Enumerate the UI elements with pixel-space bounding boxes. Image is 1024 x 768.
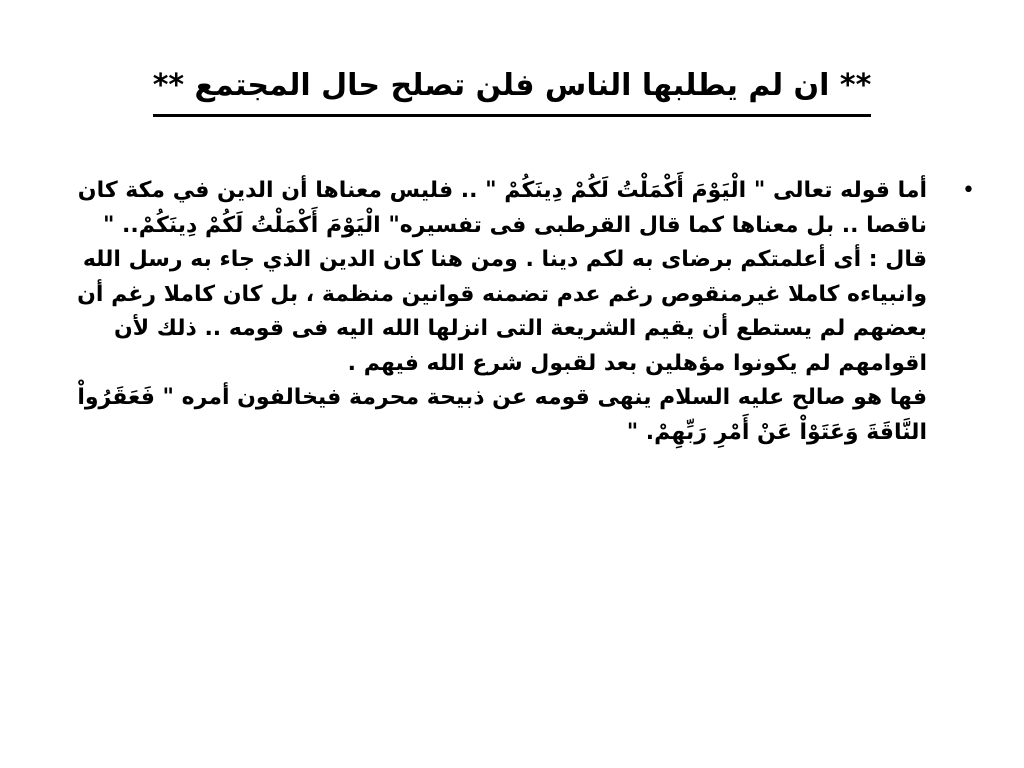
slide-body (60, 174, 975, 604)
title-area (100, 62, 924, 122)
paragraph-1: أما قوله تعالى " الْيَوْمَ أَكْمَلْتُ لَكُمْ دِينَكُمْ " .. فليس معناها أن الدين في مكة كان ناقصا .. بل معناها كما قال القرطبى فى تفسيره" الْيَوْمَ أَكْمَلْتُ لَكُمْ دِينَكُمْ.. " قال : أى أعلمتكم برضاى به لكم دينا . ومن هنا كان الدين الذي جاء به رسل الله وانبياءه كاملا غيرمنقوص رغم عدم تضمنه قوانين منظمة ، بل كان كاملا رغم أن بعضهم لم يستطع أن يقيم الشريعة التى انزلها الله اليه فى قومه .. ذلك لأن اقوامهم لم يكونوا مؤهلين بعد لقبول شرع الله فيهم . (77, 178, 927, 376)
paragraph-2: فها هو صالح عليه السلام ينهى قومه عن ذبيحة محرمة فيخالفون أمره " فَعَقَرُواْ النَّاقَةَ وَعَتَوْاْ عَنْ أَمْرِ رَبِّهِمْ. " (77, 385, 927, 445)
bullet-icon: • (962, 178, 975, 203)
bullet-text (60, 174, 927, 450)
slide-title: ** ان لم يطلبها الناس فلن تصلح حال المجتمع ** (153, 62, 872, 117)
